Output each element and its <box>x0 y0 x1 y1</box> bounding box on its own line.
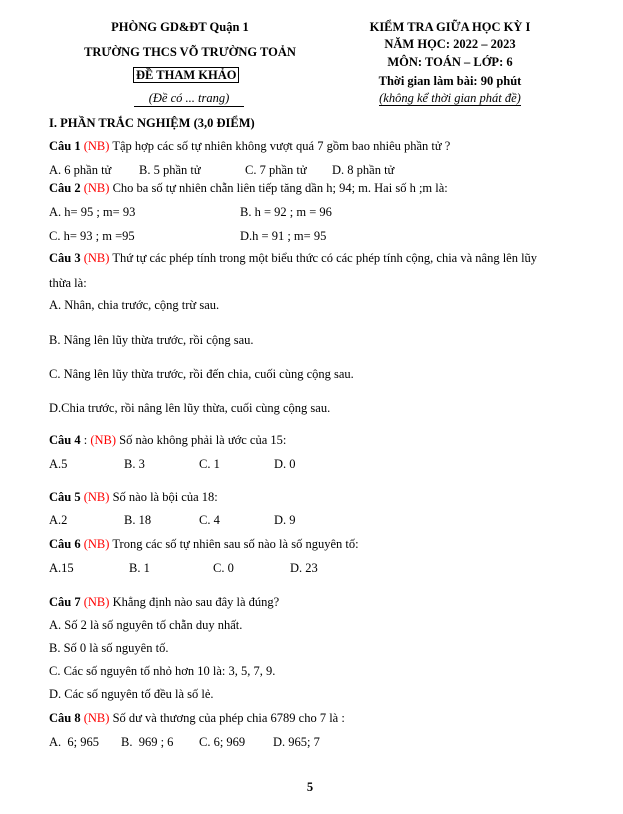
duration-note-text: (không kể thời gian phát đề) <box>379 91 521 105</box>
exam-type-label: ĐỀ THAM KHẢO <box>133 67 239 83</box>
question-text: Số nào là bội của 18: <box>112 490 218 504</box>
option-d: D. 9 <box>274 513 296 527</box>
question-3 <box>49 251 537 266</box>
option-a: A. Nhân, chia trước, cộng trừ sau. <box>49 298 220 312</box>
option-b: B. Số 0 là số nguyên tố. <box>49 641 169 655</box>
option-c: C. 1 <box>199 457 220 471</box>
question-label: Câu 4 <box>49 433 81 447</box>
question-text: Tập hợp các số tự nhiên không vượt quá 7 gồm bao nhiêu phần tử ? <box>112 139 451 153</box>
option-a: A. Số 2 là số nguyên tố chẵn duy nhất. <box>49 618 243 632</box>
question-1 <box>49 139 450 154</box>
level-tag: (NB) <box>83 251 110 265</box>
level-tag: (NB) <box>83 181 110 195</box>
option-c: C. 4 <box>199 513 220 527</box>
option-c: C. h= 93 ; m =95 <box>49 229 135 243</box>
question-label: Câu 3 <box>49 251 81 265</box>
label-separator: : <box>80 433 91 447</box>
duration-note <box>350 91 550 106</box>
page-number: 5 <box>306 780 314 794</box>
question-3-text-cont: thừa là: <box>49 276 87 290</box>
level-tag: (NB) <box>83 537 110 551</box>
option-d: D. 965; 7 <box>273 735 320 749</box>
option-b: B. h = 92 ; m = 96 <box>240 205 332 219</box>
option-d: D.h = 91 ; m= 95 <box>240 229 327 243</box>
option-a: A. 6; 965 <box>49 735 99 749</box>
option-a: A.5 <box>49 457 68 471</box>
level-tag: (NB) <box>83 139 110 153</box>
question-label: Câu 6 <box>49 537 81 551</box>
option-d: D.Chia trước, rồi nâng lên lũy thừa, cuối cùng cộng sau. <box>49 401 331 415</box>
option-c: C. 0 <box>213 561 234 575</box>
option-b: B. 3 <box>124 457 145 471</box>
level-tag: (NB) <box>83 595 110 609</box>
option-c: C. Nâng lên lũy thừa trước, rồi đến chia, cuối cùng cộng sau. <box>49 367 354 381</box>
school-name: TRƯỜNG THCS VÕ TRƯỜNG TOẢN <box>84 45 296 59</box>
question-label: Câu 2 <box>49 181 81 195</box>
question-text: Số nào không phải là ước của 15: <box>119 433 287 447</box>
option-c: C. Các số nguyên tố nhỏ hơn 10 là: 3, 5, 7, 9. <box>49 664 276 678</box>
question-text: Trong các số tự nhiên sau số nào là số nguyên tố: <box>112 537 359 551</box>
question-text: Số dư và thương của phép chia 6789 cho 7 là : <box>112 711 345 725</box>
option-a: A.2 <box>49 513 68 527</box>
subject: MÔN: TOÁN – LỚP: 6 <box>387 55 513 69</box>
option-b: B. 969 ; 6 <box>121 735 174 749</box>
question-label: Câu 7 <box>49 595 81 609</box>
duration: Thời gian làm bài: 90 phút <box>378 74 522 88</box>
question-7 <box>49 595 279 610</box>
question-2 <box>49 181 448 196</box>
option-c: C. 7 phần tử <box>245 163 307 177</box>
question-8 <box>49 711 345 726</box>
school-year: NĂM HỌC: 2022 – 2023 <box>384 37 516 51</box>
exam-title: KIỂM TRA GIỮA HỌC KỲ I <box>369 20 531 34</box>
option-a: A. h= 95 ; m= 93 <box>49 205 136 219</box>
option-d: D. Các số nguyên tố đều là số lẻ. <box>49 687 214 701</box>
option-d: D. 23 <box>290 561 318 575</box>
section-title: I. PHẦN TRẮC NGHIỆM (3,0 ĐIỂM) <box>49 116 255 130</box>
option-a: A. 6 phần tử <box>49 163 112 177</box>
question-label: Câu 8 <box>49 711 81 725</box>
option-b: B. 18 <box>124 513 152 527</box>
department-name: PHÒNG GD&ĐT Quận 1 <box>111 20 249 34</box>
option-b: B. 1 <box>129 561 150 575</box>
question-6 <box>49 537 359 552</box>
pages-note: (Đề có ... trang) <box>134 91 244 107</box>
question-label: Câu 1 <box>49 139 81 153</box>
option-d: D. 0 <box>274 457 296 471</box>
option-c: C. 6; 969 <box>199 735 246 749</box>
level-tag: (NB) <box>83 711 110 725</box>
option-d: D. 8 phần tử <box>332 163 395 177</box>
level-tag: (NB) <box>83 490 110 504</box>
question-text: Thứ tự các phép tính trong một biểu thức có các phép tính cộng, chia và nâng lên lũy <box>112 251 538 265</box>
option-a: A.15 <box>49 561 74 575</box>
level-tag: (NB) <box>90 433 117 447</box>
option-b: B. Nâng lên lũy thừa trước, rồi cộng sau. <box>49 333 254 347</box>
exam-type-box <box>133 68 239 83</box>
question-text: Cho ba số tự nhiên chẵn liên tiếp tăng dần h; 94; m. Hai số h ;m là: <box>112 181 448 195</box>
question-5 <box>49 490 218 505</box>
question-label: Câu 5 <box>49 490 81 504</box>
question-text: Khẳng định nào sau đây là đúng? <box>112 595 280 609</box>
option-b: B. 5 phần tử <box>139 163 201 177</box>
question-4 <box>49 433 286 448</box>
